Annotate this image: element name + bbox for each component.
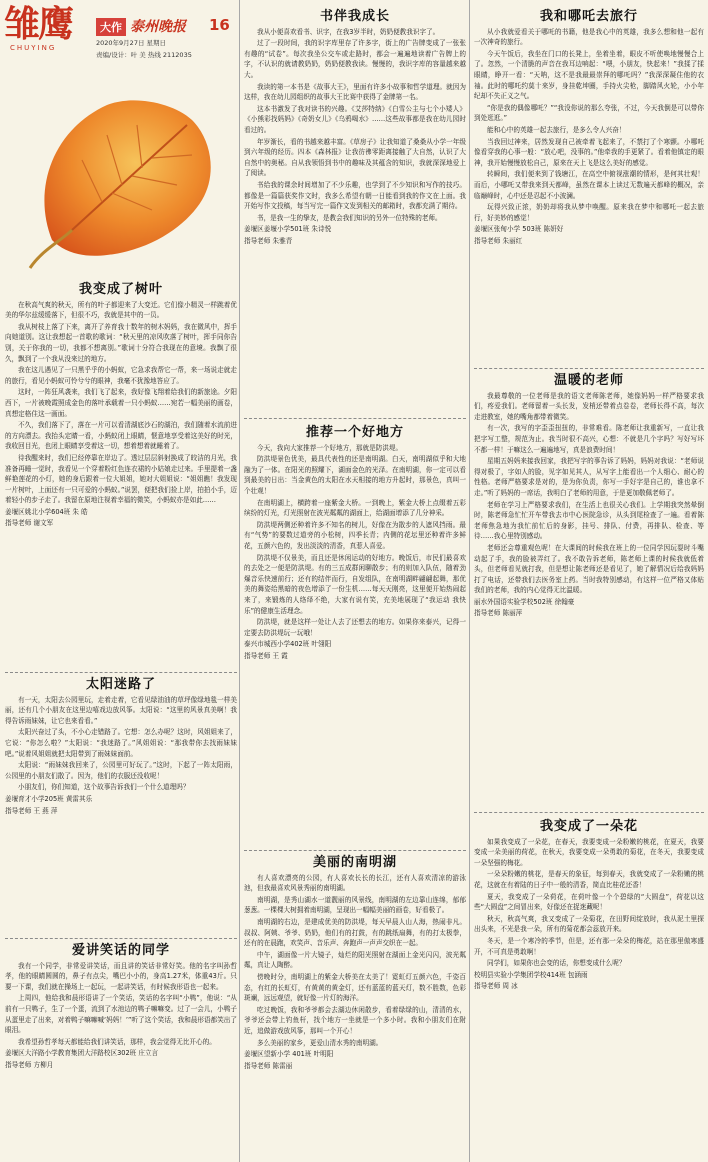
article-title: 温暖的老师 [553,373,624,388]
article-title: 我和哪吒去旅行 [539,9,638,24]
paragraph: 我最尊敬的一位老师是我的语文老师陈老师，她像妈妈一样严格要求我们，疼爱我们。老师留着一头长发，发梢还带着点卷卷，老师长得不高，每次走进教室，她的嘴角都带着微笑。 [474,391,704,421]
paragraph: 从小我就爱看关于哪吒的书籍，他是我心中的英雄，我多么想和他一起有一次神奇的旅行。 [474,27,704,47]
section-badge: 大作 [96,18,126,36]
paragraph: 老师在学习上严格要求我们，在生活上也很关心我们。上学期我突然晕倒时，陈老师急忙忙开车带我去市中心医院急诊，从头到尾检查了一遍。看着陈老师焦急地为我忙前忙后的身影，挂号、排队、付费，再排队、检查、等待……我心里特别感动。 [474,500,704,541]
column-divider [469,0,470,1162]
author-school: 校明县实验小学集团学校414班 包涵雨 [474,970,588,979]
paragraph: 转瞬间，我们便来到了钱塘江，在高空中俯视涨潮的情形，是何其壮观！而后，小哪吒又带我来到天都峰，虽然在课本上读过无数遍天都峰的概况，亲临巅峰时，心中还是忍起不小波澜。 [474,170,704,200]
article-park-recommend [244,425,466,662]
author-teacher: 指导老师 陈丽萍 [474,609,523,618]
article-separator [244,850,466,851]
paragraph: 我在这儿遇见了一只黑乎乎的小蚂蚁，它急求我帮它一帮，来一场说走就走的旅行，看见小蚂蚁可怜兮兮的眼神，我毫不犹豫地答应了。 [5,366,237,385]
article-title: 我变成了树叶 [78,282,163,297]
paragraph: 我读的第一本书是《故事大王》，里面有许多小故事和哲学道理。就因为这样，我在幼儿园组织的故事大王比赛中获得了金牌第一名。 [244,82,466,102]
paragraph: 我有一个同学，非常爱讲笑话，而且讲的笑话非常好笑。他的名字叫孙哲孝，他的眼睛圆圆的，鼻子有点尖，嘴巴小小的，身高1.27米，体重43斤。只要一下课，我们就在操场上一起玩，一起讲笑话，有时候我形语也一起来。 [5,961,237,991]
article-separator [5,938,237,939]
article-title: 书伴我成长 [319,9,390,24]
author-school: 姜堰区张甸小学 503班 陈妍好 [474,225,564,234]
author-school: 姜堰育才小学205班 黄雷其乐 [5,794,93,803]
article-title: 推荐一个好地方 [305,425,404,440]
paragraph: 星期五妈妈来接我回家，我把写字的事告诉了妈妈，妈妈对我说：“老师说得对极了，字如人的脸，见字如见其人，从写字上能看出一个人细心、耐心的性格。老师严格要求是对的，是为你负责，你写一手好字是自己的，谁也拿不走。”听了妈妈的一席话，我明白了老师的用意，于是更加敬佩老师了。 [474,457,704,497]
article-title: 我变成了一朵花 [539,819,638,834]
paragraph: 有一次，我写的字歪歪扭扭的，非常难看。陈老师让我重新写，一直让我把字写工整，规范为止。我当时很不高兴，心想：不就是几个字吗？写好写坏不都一样！于嘛这么一遍遍地写，真是浪费时间！ [474,424,704,454]
paragraph: 南明湖，是秀山湖水一道靓丽的风景线，南明湖的左边靠山连绵，郁郁葱葱。一棵棵大树拥着南明湖，呈现出一幅幅美丽的画卷，好看极了。 [244,895,466,915]
author-school: 姜堰区大洋路小学教育集团大洋路校区302班 庄立言 [5,1049,159,1058]
paragraph: 上周四，他给我和晨形语讲了一个笑话，笑话的名字叫“小鸭”，他说：“从前有一只鸭子，生了一个蛋，流到了水池边的鸭子嘛嘛变。过了一会儿，小鸭子从蛋里走了出来，对着鸭子嘛嘛喊‘妈妈！’”听了这个笑话，我和晨形语都笑出了眼泪。 [5,994,237,1035]
paragraph: 冬天，是一个寒冷的季节，但是，还有那一朵朵的梅花，站在那里傲寒盛开，不可真是勇敢啊！ [474,936,704,956]
paragraph: 防洪堤，就是这样一处让人去了还想去的地方。如果你来泰兴，记得一定要去防洪堤玩一玩哦！ [244,618,466,637]
author-teacher: 指导老师 王 霞 [244,651,288,660]
article-teacher [474,373,704,620]
paragraph: 今天午饭后，我坐在门口的长凳上，坐着坐着，眼皮不听使唤地慢慢合上了。忽然，一个清脆的声音在我耳边响起：“喂，小朋友，快起来！”我揉了揉眼睛，睁开一看：“天呐，这不是我最最崇拜的哪吒吗？”我深深凝住他的衣袖。此时的哪吒约莫十来岁，身挂乾坤圈，手持火尖枪，脚踏风火轮，小小年纪却不失正义之气。 [474,49,704,101]
paragraph: 有人喜欢漂亮的公园，有人喜欢长长的长江，还有人喜欢清凉的游泳池，但我最喜欢风景秀丽的南明湖。 [244,873,466,893]
autumn-leaf-illustration [12,90,232,275]
article-separator [474,812,704,813]
page-number: 16 [209,16,230,34]
paragraph: 我希望孙哲孝每天都能给我们讲笑话，那样，我会觉得无比开心的。 [18,1037,216,1046]
editor-credit: 责编/设计：叶 美 热线 2112035 [96,51,192,59]
author-teacher: 指导老师 谢文军 [5,519,54,528]
paragraph: 我从小便喜欢看书、识字，在我3岁半时，奶奶便教我识字了。 [257,27,440,36]
paragraph: 能和心中的英雄一起去旅行，是多么令人兴奋！ [487,125,626,134]
paragraph: 老师还会尊重观色呢！在大课间的时候我在班上的一位同学因玩耍时斗嘴动起了手，我的脸被弄红了。我不敢告诉老师，陈老师上课的时候我就低着头，但老师看见就打我，但是想让陈老师还是看见了，她了解情况后给我妈妈打了电话，还带我们去医务室上药。当时我特别感动，有这样一位严格又体贴我们的老师，我的内心觉得无比温暖。 [474,543,704,595]
paragraph: 不久，我们落下了，落在一片可以看清湖底沙石的湖泊，我们随着水流前进的方向漂去。我抬头定睛一看，小蚂蚁闭上眼睛，惬意地享受着这美好的时光，我收回目光，也闭上眼睛享受着这一切，想着想着就睡着了。 [5,421,237,451]
article-separator [244,418,466,419]
paragraph: 这时，一阵狂风袭来，我们飞了起来，我好像飞翔着给我们的新旅途。夕阳西下，一片被晚霞照成金色的落叶承载着一只小蚂蚁……宛若一幅美丽的画卷，真想定格住这一画面。 [5,388,237,418]
paragraph: 多么美丽的家乡，更爱山清水秀的南明湖。 [257,1038,383,1047]
leaf-icon [12,90,232,275]
paragraph: 书给我的课余时间增加了不少乐趣，也学到了不少知识和写作的技巧。都像是一篇篇获奖作文时，我多么希望有朝一日能看到我的作文在上面。我开始写作文投稿，每当写完一篇作文发到相关的邮箱时，我都充满了期待。 [244,180,466,211]
author-school: 姜堰区姜堰小学501班 朱诗悦 [244,225,332,234]
paragraph: 防洪堤景色优美，最具代表性的还是南明湖。白天，南明湖似乎和大地融为了一体。在阳光的照耀下，湖面金色的光泽。在南明湖，你一定可以看到最美的日出：当金黄色的太阳在水天相接的地方升起时，那景色，真叫一个壮观！ [244,455,466,495]
paragraph: 南明湖的右边，是建成优美的防洪堤，每天早晨人山人海，热闹非凡。叔叔、阿姨、爷爷、奶奶，他们有的打鼓，有的跳纸扇舞，有的打太极拳，还有的在晨跑，欢笑声、音乐声、奔跑声一声声交织在一起。 [244,917,466,948]
paragraph: 中午，湖面像一片大镜子，灿烂的阳光照射在湖面上金光闪闪，波光粼粼，真让人陶醉。 [244,950,466,970]
author-teacher: 指导老师 周 冰 [474,982,518,991]
paragraph: 夏天，我变成了一朵荷花，在荷叶像一个个碧绿的“大圆盘”，荷花以这些“大圆盘”之间冒出来，好像还在捉迷藏呢！ [474,892,704,912]
paragraph: 书，是我一生的挚友，是教会我们知识的另外一位特殊的老师。 [257,213,442,222]
paragraph: 防洪堤两侧还种着许多不知名的树儿，好像在为散步的人遮风挡雨。最有“气势”的要数过道旁的小松树，四季长青；内侧的花坛里还种着许多鲜花，五颜六色的，发出淡淡的清香，真惹人喜爱。 [244,520,466,550]
paragraph: 小朋友们，你们知道，这个故事告诉我们一个什么道理吗？ [18,783,190,792]
author-teacher: 指导老师 陈雷丽 [244,1061,293,1070]
author-school: 姜堰区姚北小学604班 朱 皓 [5,507,88,516]
paragraph: 在南明湖上，横跨着一座紫金大桥。一到晚上，紫金大桥上点缀着五彩缤纷的灯光，灯光照射在波光粼粼的湖面上，给湖面增添了几分神采。 [244,498,466,518]
article-separator [474,368,704,369]
paragraph: “你是我的偶像哪吒？”“我没你说的那么夸张，不过，今天我倒是可以带你到处逛逛。” [474,103,704,123]
paper-name: 泰州晚报 [130,19,186,35]
article-sun [5,677,237,817]
article-separator [5,672,237,673]
article-nezha [474,9,704,247]
paragraph: 太阳兴奋过了头，不小心走错路了。它想：怎么办呢？这时，风姐姐来了，它说：“你怎么啦？”太阳说：“我迷路了。”风姐姐说：“那我带你去找雨妹妹吧。”说着风姐姐就把太阳带到了雨妹妹面前。 [5,728,237,758]
paragraph: 待我醒来时，我们已经停靠在岸边了。透过层层斜射换成了皎洁的月光，我准备再睡一觉时，我看见一个穿着粉红色连衣裙的小姑娘走过来。手里提着一盏鲜艳莲花的小灯，她的身后跟着一位大姐姐，她对大姐姐说：“姐姐瞧！我发现一片树叶，上面还有一只可爱的小蚂蚁。”说罢，便把我们捡上岸，拍拍小手，迈着轻小的步子走了。我留在原地注视着幸福的微笑，小蚂蚁亦是如此…… [5,453,237,505]
article-jokes [5,943,237,1072]
article-lake [244,855,466,1072]
author-teacher: 指导老师 朱雅青 [244,236,293,245]
author-teacher: 指导老师 方柳月 [5,1060,54,1069]
author-teacher: 指导老师 王 燕 萍 [5,806,58,815]
paragraph: 同学们，如果你也会变的话，你想变成什么呢？ [487,959,626,968]
paragraph: 如果我变成了一朵花，在春天，我要变成一朵粉嫩的桃花，在夏天，我要变成一朵美丽的荷花，在秋天，我要变成一朵勇敢的菊花，在冬天，我要变成一朵坚强的梅花。 [474,837,704,867]
author-school: 泰兴市城西小学402班 叶翎阳 [244,640,332,649]
column-divider [239,0,240,1162]
paragraph: 玩得兴致正浓，奶奶却将我从梦中唤醒。原来我在梦中和哪吒一起去旅行，好美妙的感觉！ [474,203,704,222]
paragraph: 傍晚时分，南明湖上的紫金大桥美在太美了！霓虹灯五颜六色，千姿百态，有红的长虹灯，有黄黄的黄金灯，还有蓝蓝的蓝天灯，数不胜数，色彩斑斓，远远观望，就好像一片灯的海洋。 [244,972,466,1003]
paragraph: 吃过晚饭，我和爷爷都会去湖边休闲散步，看着绿绿的山，清清的水，爷爷还会带上钓鱼杆，找个地方一坐就是一个多小时。我和小朋友们在附近，追做游戏放风筝，那叫一个开心！ [244,1005,466,1035]
paragraph: 过了一段时间，我的识字库里存了许多字，街上的广告牌变成了一张张有趣的“试卷”。每次我坐公交车或走路时，都会一遍遍地读着广告牌上的字，不认识的就请教奶奶，奶奶便教我读。慢慢的，我识字库的容量越来越大。 [244,39,466,79]
author-school: 姜堰区望新小学 401班 叶明阳 [244,1050,334,1059]
article-leaf [5,282,237,530]
article-title: 美丽的南明湖 [312,855,397,870]
paragraph: 防洪堤不仅景美，而且还是休闲运动的好地方。晚饭后，市民们最喜欢的去处之一便是防洪堤。有的三五成群闲聊散步；有的则加入队伍，随着劲爆音乐快速前行；还有的结伴而行，自发组队，在南明湖畔翩翩起舞，那优美的舞姿给黑暗的夜色增添了一份生机……每天天刚亮，这里便开始热闹起来了，来锻炼的人络绎不绝，大家有说有笑，充美地展现了“我运动 我快乐”的健康生活理念。 [244,553,466,615]
author-school: 丽水外国语实验学校502班 徐翰豪 [474,597,575,606]
article-books [244,9,466,247]
paragraph: 一朵朵粉嫩的桃花，是春天的象征，每到春天，我就变成了一朵粉嫩的桃花，这就在有着陆的日子中一般的清香，简直比桂花还香！ [474,870,704,889]
paragraph: 有一天，太阳去公园里玩，走着走着，它看见绿油油的草坪像绿地毯一样美丽，还有几个小朋友在这里边嘻戏边放风筝。太阳说：“这里的风景真美啊！我得告诉雨妹妹，让它也来看看。” [5,695,237,725]
paragraph: 今天，我向大家推荐一个好地方，那就是防洪堤。 [257,443,403,452]
paragraph: 当我回过神来，居然发现自己被牵着飞起来了，不禁打了个寒颤。小哪吒像看穿我的心事一般：“放心吧，没事的。”他牵我的手更紧了。看着他镇定的眼神，我开始慢慢放松自己，原来在天上飞是这么美好的感觉。 [474,137,704,167]
issue-date: 2020年9月27日 星期日 [96,39,167,47]
author-teacher: 指导老师 朱丽红 [474,236,523,245]
paragraph: 在秋高气爽的秋天，所有的叶子都迎来了大变迁。它们像小精灵一样跳着优美的华尔兹缓缓落下，但很不巧，我就是其中的一员。 [5,300,237,320]
article-flower [474,819,704,993]
paragraph: 年岁渐长，看的书越来越丰富。《草房子》让我知道了桑桑从小学一年级到六年级的经历。四本《森林报》让我彷彿零距离接触了大自然，认识了大自然中的奥秘。自从我领悟到书中的趣味及其蕴含的知识，我就深深地爱上了阅读。 [244,137,466,178]
article-title: 太阳迷路了 [85,677,156,692]
paragraph: 秋天，秋高气爽，我又变成了一朵菊花，在田野间绽放时，我从泥土里探出头来，不光是我一朵，所有的菊花都会蕊放开来。 [474,914,704,934]
paragraph: 这本书激发了我对读书的兴趣。《艾莎特纳》《白雪公主与七个小矮人》《小熊彩找妈妈》《奇奶女儿》《乌鸦喝水》……这些故事都是我在幼儿园时看过的。 [244,104,466,134]
masthead [4,4,232,60]
paragraph: 太阳说：“雨妹妹我回来了，公园里可好玩了。”这时，下起了一阵太阳雨，公园里的小朋友们散了。因为，他们的衣服还没收呢！ [5,761,237,780]
paragraph: 我从树枝上落了下来，离开了养育我十数年的树木妈妈，我在微风中，挥手向她道别。这让我想起一首歌的歌词：“秋天里的凉风吹落了树叶，挥手同你告别，关于你我的一切，我都不想离别。”歌词十分符合我现在的意境。我飘了很久，飘到了一个我从没来过的地方。 [5,322,237,363]
masthead-logo-pinyin: CHUYING [10,44,57,52]
masthead-logo: 雏鹰 [4,3,73,45]
article-title: 爱讲笑话的同学 [71,943,170,958]
